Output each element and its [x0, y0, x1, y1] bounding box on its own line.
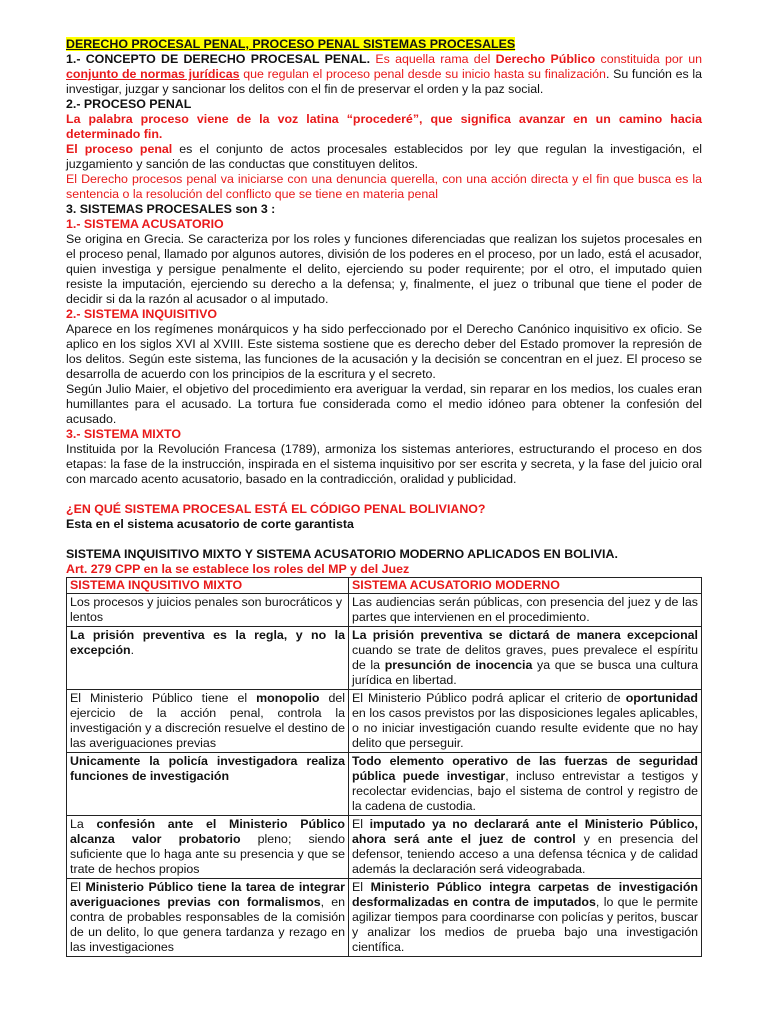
table-cell: Las audiencias serán públicas, con presencia del juez y de las partes que intervienen en el procedimiento. — [349, 594, 702, 627]
table-row — [67, 690, 702, 753]
article-reference: Art. 279 CPP en la se establece los roles del MP y del Juez — [66, 562, 410, 576]
document-page — [66, 37, 702, 957]
inquisitivo-heading: 2.- SISTEMA INQUISITIVO — [66, 307, 217, 321]
comparison-table — [66, 577, 702, 957]
table-cell: Unicamente la policía investigadora realiza funciones de investigación — [67, 753, 349, 816]
table-cell: El Ministerio Público tiene la tarea de integrar averiguaciones previas con formalismos, en contra de probables responsables de la comisión de un delito, lo que genera tardanza y rezago en las investigaciones — [67, 879, 349, 957]
table-row — [67, 594, 702, 627]
table-cell: Todo elemento operativo de las fuerzas de seguridad pública puede investigar, incluso entrevistar a testigos y recolectar evidencias, bajo el sistema de control y registro de la cadena de custodia. — [349, 753, 702, 816]
table-cell: La confesión ante el Ministerio Público alcanza valor probatorio pleno; siendo suficiente que lo haga ante su presencia y que se trate de hechos propios — [67, 816, 349, 879]
column-header-acusatorio: SISTEMA ACUSATORIO MODERNO — [349, 578, 702, 594]
section-2-paragraph-2: El proceso penal es el conjunto de actos procesales establecidos por ley que regulan la investigación, el juzgamiento y sanción de las conductas que constituyen delitos. — [66, 142, 702, 171]
table-cell: El Ministerio Público tiene el monopolio del ejercicio de la acción penal, controla la investigación y a discreción resuelve el destino de las averiguaciones previas — [67, 690, 349, 753]
inquisitivo-paragraph-1: Aparece en los regímenes monárquicos y ha sido perfeccionado por el Derecho Canónico inquisitivo ex oficio. Se aplico en los siglos XVI al XVIII. Este sistema sostiene que es derecho deber del Estado promover la represión de los delitos. Según este sistema, las funciones de la acusación y la decisión se concentran en el juez. El proceso se desarrolla de acuerdo con los principios de la escritura y el secreto. — [66, 322, 702, 381]
table-row — [67, 816, 702, 879]
section-3-heading: 3. SISTEMAS PROCESALES son 3 : — [66, 202, 276, 216]
table-cell: La prisión preventiva se dictará de manera excepcional cuando se trate de delitos graves, pues prevalece el espíritu de la presunción de inocencia ya que se busca una cultura jurídica en libertad. — [349, 627, 702, 690]
question-heading: ¿EN QUÉ SISTEMA PROCESAL ESTÁ EL CÓDIGO PENAL BOLIVIANO? — [66, 502, 486, 516]
spacer — [66, 487, 702, 502]
table-header-row — [67, 578, 702, 594]
acusatorio-heading: 1.- SISTEMA ACUSATORIO — [66, 217, 224, 231]
question-answer: Esta en el sistema acusatorio de corte garantista — [66, 517, 354, 531]
table-cell: La prisión preventiva es la regla, y no la excepción. — [67, 627, 349, 690]
table-row — [67, 879, 702, 957]
table-row — [67, 627, 702, 690]
table-cell: Los procesos y juicios penales son burocráticos y lentos — [67, 594, 349, 627]
section-2-heading: 2.- PROCESO PENAL — [66, 97, 192, 111]
section-2-paragraph-3: El Derecho procesos penal va iniciarse con una denuncia querella, con una acción directa y el fin que busca es la sentencia o la resolución del conflicto que se tiene en materia penal — [66, 172, 702, 201]
mixto-paragraph: Instituida por la Revolución Francesa (1789), armoniza los sistemas anteriores, estructurando el proceso en dos etapas: la fase de la instrucción, inspirada en el sistema inquisitivo por ser escrita y secreta, y la fase del juicio oral con marcado acento acusatorio, basado en la contradicción, oralidad y publicidad. — [66, 442, 702, 486]
acusatorio-paragraph: Se origina en Grecia. Se caracteriza por los roles y funciones diferenciadas que realizan los sujetos procesales en el proceso penal, llamado por algunos autores, división de los poderes en el proceso, por un lado, está el acusador, quien investiga y persigue penalmente el delito, ejerciendo su poder requirente; por el otro, el imputado quien resiste la imputación, ejerciendo su derecho a la defensa; y, finalmente, el juez o tribunal que tiene el poder de decidir si da la razón al acusador o al imputado. — [66, 232, 702, 306]
inquisitivo-paragraph-2: Según Julio Maier, el objetivo del procedimiento era averiguar la verdad, sin reparar en los medios, los cuales eran humillantes para el acusado. La tortura fue considerada como el medio idóneo para obtener la confesión del acusado. — [66, 382, 702, 426]
section-2-paragraph-1: La palabra proceso viene de la voz latina “procederé”, que significa avanzar en un camino hacia determinado fin. — [66, 112, 702, 141]
table-row — [67, 753, 702, 816]
section-1-heading: 1.- CONCEPTO DE DERECHO PROCESAL PENAL. — [66, 52, 371, 66]
table-cell: El Ministerio Público integra carpetas de investigación desformalizadas en contra de imputados, lo que le permite agilizar tiempos para coordinarse con policías y peritos, buscar y analizar los medios de prueba bajo una investigación científica. — [349, 879, 702, 957]
comparison-heading: SISTEMA INQUISITIVO MIXTO Y SISTEMA ACUSATORIO MODERNO APLICADOS EN BOLIVIA. — [66, 547, 618, 561]
mixto-heading: 3.- SISTEMA MIXTO — [66, 427, 181, 441]
document-title: DERECHO PROCESAL PENAL, PROCESO PENAL SISTEMAS PROCESALES — [66, 37, 516, 51]
spacer — [66, 532, 702, 547]
table-cell: El imputado ya no declarará ante el Ministerio Público, ahora será ante el juez de control y en presencia del defensor, teniendo acceso a una defensa técnica y de calidad además la declaración será videograbada. — [349, 816, 702, 879]
table-cell: El Ministerio Público podrá aplicar el criterio de oportunidad en los casos previstos por las disposiciones legales aplicables, o no iniciar investigación cuando resulte evidente que no hay delito que perseguir. — [349, 690, 702, 753]
column-header-inquisitivo: SISTEMA INQUSITIVO MIXTO — [67, 578, 349, 594]
section-1-paragraph: 1.- CONCEPTO DE DERECHO PROCESAL PENAL. Es aquella rama del Derecho Público constituida por un conjunto de normas jurídicas que regulan el proceso penal desde su inicio hasta su finalización. Su función es la investigar, juzgar y sancionar los delitos con el fin de preservar el orden y la paz social. — [66, 52, 702, 96]
